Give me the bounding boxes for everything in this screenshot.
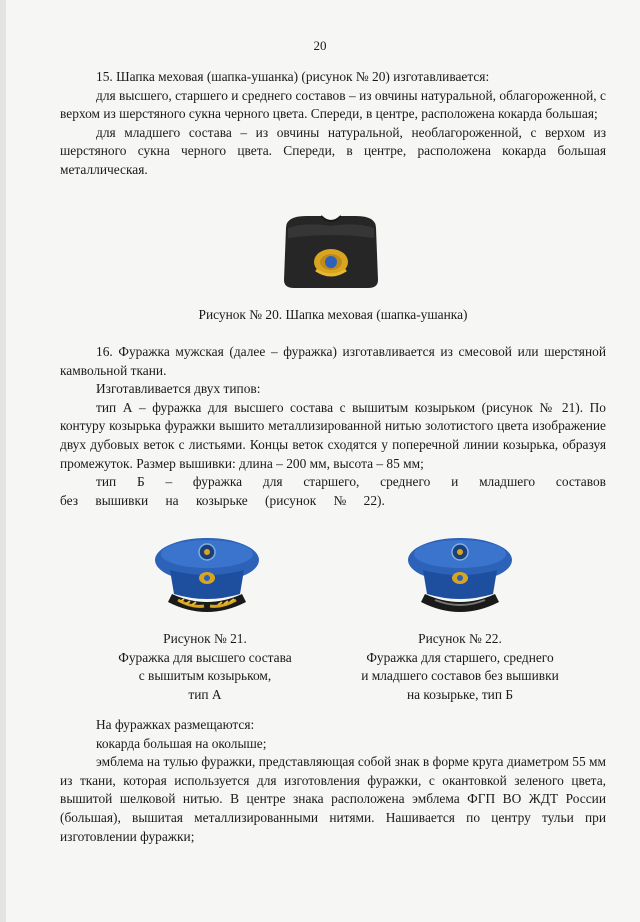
section-15-paragraph-1: для высшего, старшего и среднего составов – из овчины натуральной, облагороженной, с верхом из шерстяного сукна черного цвета. Спереди, в центре, расположена кокарда большая; [60,87,606,122]
figure-21-caption-line-4: тип А [188,686,222,702]
section-tail [60,716,606,846]
section-16-paragraph-3: тип А – фуражка для высшего состава с вышитым козырьком (рисунок № 21). По контуру козырька фуражки вышито металлизированной нитью золотистого цвета изображение двух дубовых веток с листьями. Концы веток сходятся у поперечной линии козырька, образуя промежуток. Размер вышивки: длина – 200 мм, высота – 85 мм; [60,399,606,471]
tail-paragraph-2: кокарда большая на околыше; [96,735,267,751]
figure-22-caption-line-2: Фуражка для старшего, среднего [366,649,554,665]
section-16 [60,343,606,510]
figure-20-caption: Рисунок № 20. Шапка меховая (шапка-ушанка) [198,307,468,322]
figure-22-caption-line-3: и младшего составов без вышивки [361,668,559,684]
section-16-paragraph-1: 16. Фуражка мужская (далее – фуражка) изготавливается из смесовой или шерстяной камвольной ткани. [60,344,606,378]
figure-22-caption-line-4: на козырьке, тип Б [406,686,514,702]
page-number: 20 [313,38,327,53]
figure-21-caption-line-1: Рисунок № 21. [163,631,247,646]
figure-21-caption [105,630,305,704]
cap-type-b-image [405,530,515,620]
cockade-icon [314,249,348,275]
section-15 [60,68,606,180]
tail-paragraph-3: эмблема на тулью фуражки, представляющая собой знак в форме круга диаметром 55 мм из ткани, которая используется для изготовления фуражки, с окантовкой зеленого цвета, вышитой шелковой нитью. В центре знака расположена эмблема ФГП ВО ЖДТ России (большая), вышитая металлизированными нитями. Нашивается по центру тульи при изготовлении фуражки; [60,754,606,844]
section-15-heading: 15. Шапка меховая (шапка-ушанка) (рисунок № 20) изготавливается: [96,69,490,84]
section-15-paragraph-2: для младшего состава – из овчины натуральной, необлагороженной, с верхом из шерстяного сукна черного цвета. Спереди, в центре, расположена кокарда большая металлическая. [60,124,606,177]
scan-edge [0,0,6,922]
section-16-paragraph-4: тип Б – фуражка для старшего, среднего и младшего составов без вышивки на козырьке (рисунок № 22). [60,474,606,508]
section-16-paragraph-2: Изготавливается двух типов: [96,381,261,397]
figure-21-caption-line-2: Фуражка для высшего состава [118,649,292,665]
cap-type-a-image [152,530,262,620]
fur-hat-image [276,208,386,290]
tail-paragraph-1: На фуражках размещаются: [96,717,255,732]
figure-22-caption [340,630,580,704]
figure-22-caption-line-1: Рисунок № 22. [418,631,502,646]
figure-21-caption-line-3: с вышитым козырьком, [138,668,272,684]
